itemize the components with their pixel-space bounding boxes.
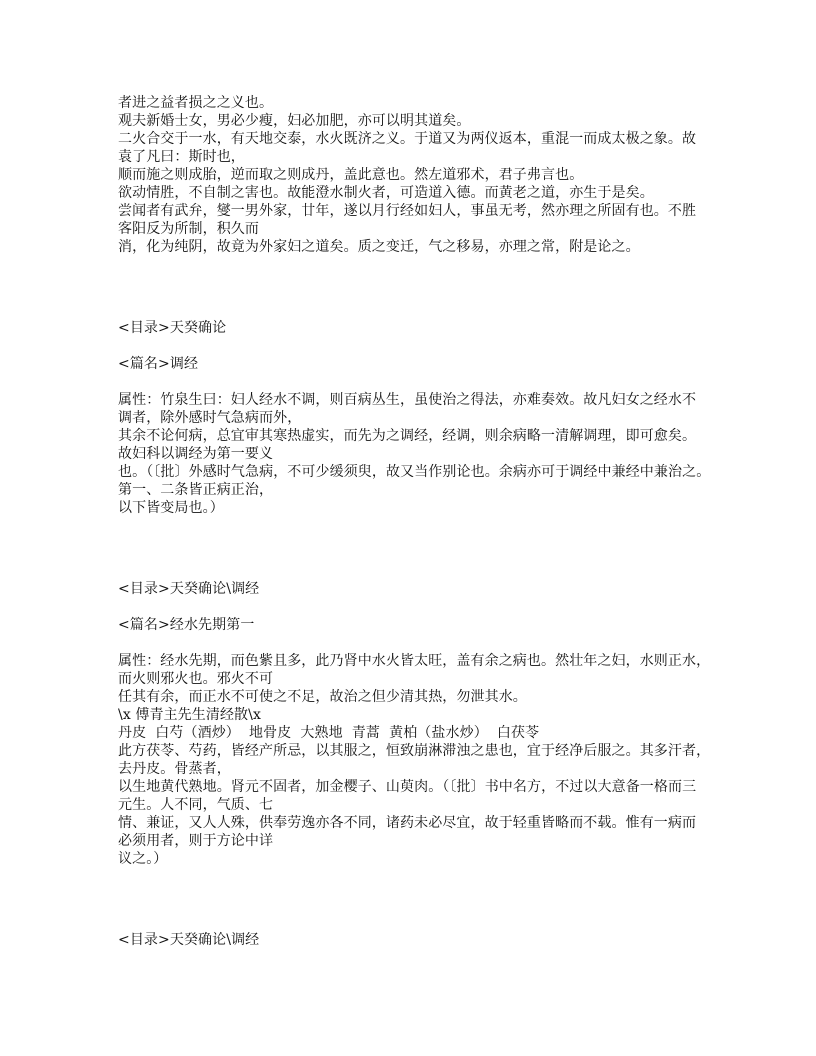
text-line: 元生。人不同，气质、七 — [118, 797, 274, 813]
catalog-heading: <目录>天癸确论 — [118, 320, 227, 336]
text-line: 而火则邪火也。邪火不可 — [118, 671, 274, 687]
document-page — [118, 94, 711, 949]
intro-paragraph — [118, 94, 708, 256]
text-line: 此方茯苓、芍药，皆经产所忌，以其服之，恒致崩淋滞浊之患也，宜于经净后服之。其多汗者， — [118, 743, 711, 759]
section-next — [118, 931, 708, 949]
text-line: 二火合交于一水，有天地交泰，水火既济之义。于道又为两仪返本，重混一而成太极之象。故 — [118, 131, 697, 147]
text-line: 以生地黄代熟地。肾元不固者，加金樱子、山萸肉。（〔批〕书中名方，不过以大意备一格而三 — [118, 779, 697, 795]
chapter-title: <篇名>经水先期第一 — [118, 617, 255, 633]
section-tiaojing — [118, 319, 711, 517]
chapter-title: <篇名>调经 — [118, 356, 199, 372]
section-spacer — [118, 517, 708, 580]
section-spacer — [118, 256, 708, 319]
spacer — [118, 373, 708, 391]
text-line: 欲动情胜，不自制之害也。故能澄水制火者，可造道入德。而黄老之道，亦生于是矣。 — [118, 185, 654, 201]
text-line: 袁了凡曰：斯时也， — [118, 149, 245, 165]
text-line: 去丹皮。骨蒸者， — [118, 761, 231, 777]
text-line: 调者，除外感时气急病而外， — [118, 410, 302, 426]
text-line: 其余不论何病，总宜审其寒热虚实，而先为之调经，经调，则余病略一清解调理，即可愈矣。 — [118, 428, 697, 444]
ingredient-list: 丹皮 白芍（酒炒） 地骨皮 大熟地 青蒿 黄柏（盐水炒） 白茯苓 — [118, 725, 540, 741]
spacer — [118, 634, 708, 652]
text-line: 观夫新婚士女，男必少瘦，妇必加肥，亦可以明其道矣。 — [118, 113, 471, 129]
text-line: 尝闻者有武弁，燮一男外家，廿年，遂以月行经如妇人，事虽无考，然亦理之所固有也。不胜 — [118, 203, 697, 219]
text-line: 属性：竹泉生曰：妇人经水不调，则百病丛生，虽使治之得法，亦难奏效。故凡妇女之经水不 — [118, 392, 697, 408]
text-line: 消，化为纯阴，故竟为外家妇之道矣。质之变迁，气之移易，亦理之常，附是论之。 — [118, 239, 640, 255]
text-line: 情、兼证，又人人殊，供奉劳逸亦各不同，诸药未必尽宜，故于轻重皆略而不载。惟有一病而 — [118, 815, 697, 831]
text-line: 属性：经水先期，而色紫且多，此乃肾中水火皆太旺，盖有余之病也。然壮年之妇，水则正水， — [118, 653, 711, 669]
text-line: 也。（〔批〕外感时气急病，不可少缓须臾，故又当作别论也。余病亦可于调经中兼经中兼治之。 — [118, 464, 711, 480]
text-line: 必须用者，则于方论中详 — [118, 833, 274, 849]
text-line: 以下皆变局也。） — [118, 500, 224, 516]
text-line: 任其有余，而正水不可使之不足，故治之但少清其热，勿泄其水。 — [118, 689, 527, 705]
spacer — [118, 337, 708, 355]
text-line: 议之。） — [118, 851, 168, 867]
text-line: 第一、二条皆正病正治， — [118, 482, 274, 498]
formula-name: \x 傅青主先生清经散\x — [118, 707, 261, 723]
spacer — [118, 598, 708, 616]
section-spacer — [118, 868, 708, 931]
text-line: 顺而施之则成胎，逆而取之则成丹，盖此意也。然左道邪术，君子弗言也。 — [118, 167, 584, 183]
text-line: 故妇科以调经为第一要义 — [118, 446, 274, 462]
text-line: 者进之益者损之之义也。 — [118, 95, 274, 111]
section-jingshui-xianqi — [118, 580, 711, 868]
catalog-heading: <目录>天癸确论\调经 — [118, 932, 260, 948]
text-line: 客阳反为所制，积久而 — [118, 221, 259, 237]
catalog-heading: <目录>天癸确论\调经 — [118, 581, 260, 597]
